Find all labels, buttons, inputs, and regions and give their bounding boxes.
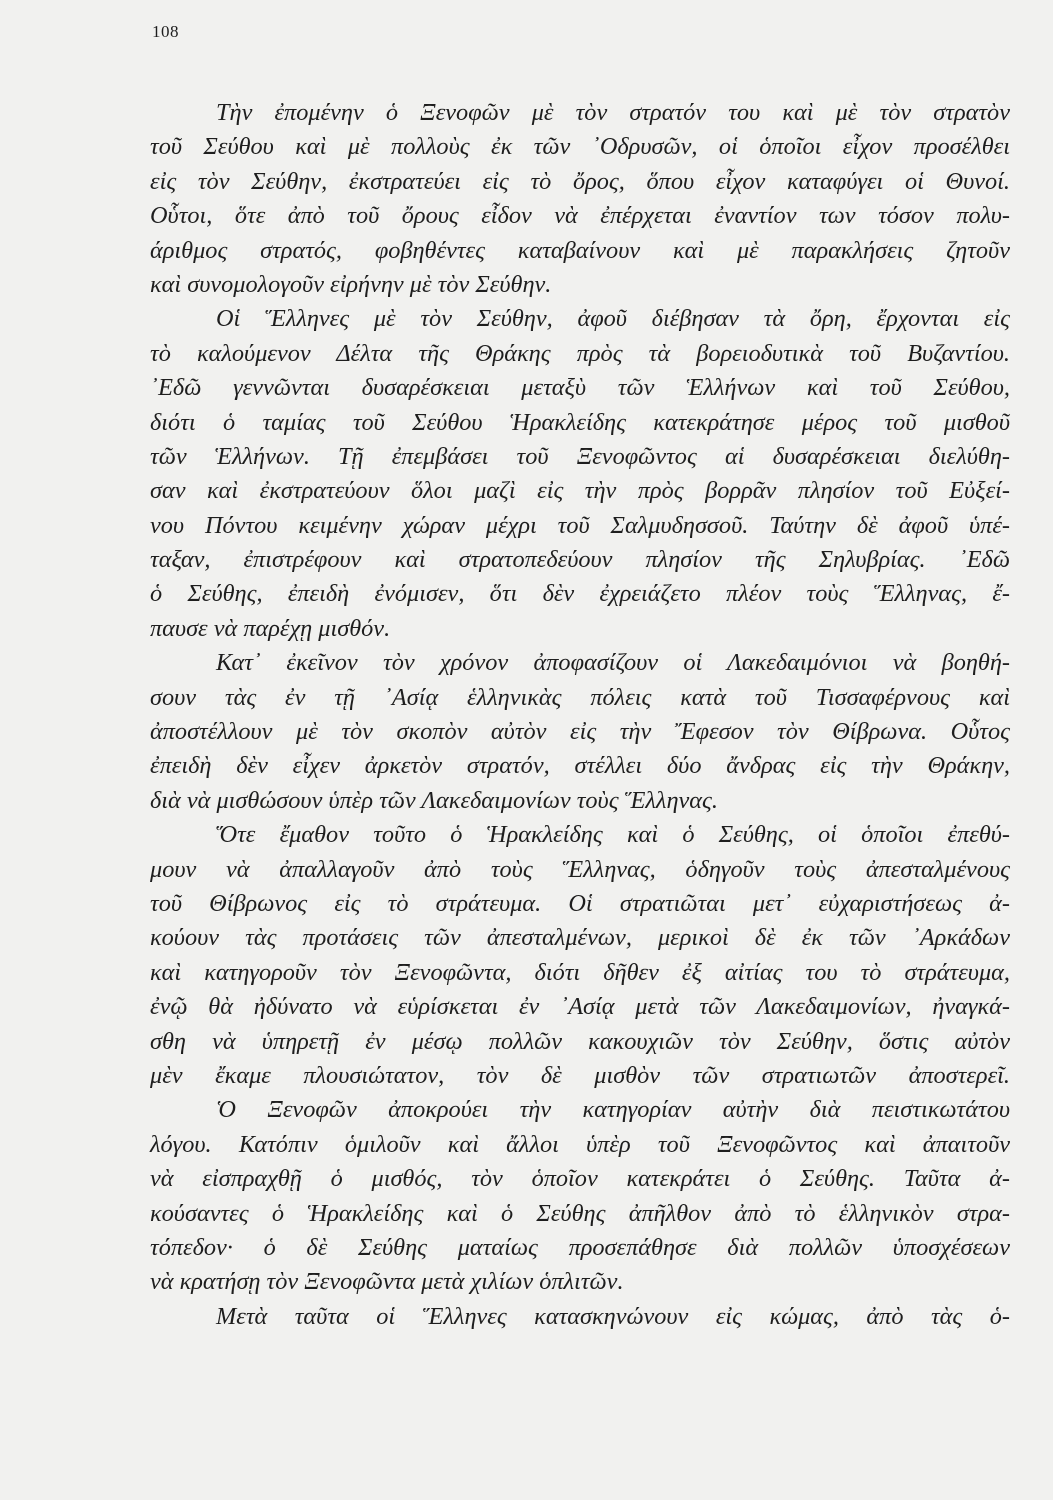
text-line: Ὅτε ἔμαθον τοῦτο ὁ Ἡρακλείδης καὶ ὁ Σεύθης, οἱ ὁποῖοι ἐπεθύ- [216,821,1010,849]
text-line: ὁ Σεύθης, ἐπειδὴ ἐνόμισεν, ὅτι δὲν ἐχρειάζετο πλέον τοὺς Ἕλληνας, ἔ- [150,580,1010,608]
body-text [150,96,1010,1334]
text-line: τοῦ Θίβρωνος εἰς τὸ στράτευμα. Οἱ στρατιῶται μετ᾿ εὐχαριστήσεως ἀ- [150,889,1010,917]
text-line: σθη νὰ ὑπηρετῇ ἐν μέσῳ πολλῶν κακουχιῶν τὸν Σεύθην, ὅστις αὐτὸν [150,1027,1010,1055]
text-line: ἐνῷ θὰ ἠδύνατο νὰ εὑρίσκεται ἐν ᾿Ασίᾳ μετὰ τῶν Λακεδαιμονίων, ἠναγκά- [150,993,1010,1021]
text-line: ταξαν, ἐπιστρέφουν καὶ στρατοπεδεύουν πλησίον τῆς Σηλυβρίας. ᾿Εδῶ [150,546,1010,574]
text-line: τὸ καλούμενον Δέλτα τῆς Θράκης πρὸς τὰ βορειοδυτικὰ τοῦ Βυζαντίου. [150,339,1010,367]
text-line: Τὴν ἐπομένην ὁ Ξενοφῶν μὲ τὸν στρατόν του καὶ μὲ τὸν στρατὸν [216,99,1010,126]
text-line: Οὗτοι, ὅτε ἀπὸ τοῦ ὄρους εἶδον νὰ ἐπέρχεται ἐναντίον των τόσον πολυ- [150,202,1010,230]
text-line: μουν νὰ ἀπαλλαγοῦν ἀπὸ τοὺς Ἕλληνας, ὁδηγοῦν τοὺς ἀπεσταλμένους [150,855,1010,883]
text-line: καὶ συνομολογοῦν εἰρήνην μὲ τὸν Σεύθην. [150,270,552,298]
page-number: 108 [152,22,179,41]
text-line: Οἱ Ἕλληνες μὲ τὸν Σεύθην, ἀφοῦ διέβησαν τὰ ὄρη, ἔρχονται εἰς [216,305,1010,333]
text-line: άριθμος στρατός, φοβηθέντες καταβαίνουν καὶ μὲ παρακλήσεις ζητοῦν [150,236,1010,264]
text-line: Κατ᾿ ἐκεῖνον τὸν χρόνον ἀποφασίζουν οἱ Λακεδαιμόνιοι νὰ βοηθή- [216,649,1010,677]
text-line: κούσαντες ὁ Ἡρακλείδης καὶ ὁ Σεύθης ἀπῆλθον ἀπὸ τὸ ἑλληνικὸν στρα- [150,1199,1010,1227]
text-line: νὰ εἰσπραχθῇ ὁ μισθός, τὸν ὁποῖον κατεκράτει ὁ Σεύθης. Ταῦτα ἀ- [150,1165,1010,1193]
text-line: εἰς τὸν Σεύθην, ἐκστρατεύει εἰς τὸ ὄρος, ὅπου εἶχον καταφύγει οἱ Θυνοί. [150,167,1010,195]
text-line: λόγου. Κατόπιν ὁμιλοῦν καὶ ἄλλοι ὑπὲρ τοῦ Ξενοφῶντος καὶ ἀπαιτοῦν [150,1130,1010,1158]
text-line: σαν καὶ ἐκστρατεύουν ὅλοι μαζὶ εἰς τὴν πρὸς βορρᾶν πλησίον τοῦ Εὐξεί- [150,477,1010,505]
text-line: Ὁ Ξενοφῶν ἀποκρούει τὴν κατηγορίαν αὐτὴν διὰ πειστικωτάτου [216,1096,1010,1124]
text-line: ἐπειδὴ δὲν εἶχεν ἀρκετὸν στρατόν, στέλλει δύο ἄνδρας εἰς τὴν Θράκην, [150,752,1010,780]
text-line: νου Πόντου κειμένην χώραν μέχρι τοῦ Σαλμυδησσοῦ. Ταύτην δὲ ἀφοῦ ὑπέ- [150,511,1010,539]
text-line: τῶν Ἑλλήνων. Τῇ ἐπεμβάσει τοῦ Ξενοφῶντος αἱ δυσαρέσκειαι διελύθη- [150,442,1010,470]
text-line: σουν τὰς ἐν τῇ ᾿Ασίᾳ ἑλληνικὰς πόλεις κατὰ τοῦ Τισσαφέρνους καὶ [150,683,1010,711]
text-line: διότι ὁ ταμίας τοῦ Σεύθου Ἡρακλείδης κατεκράτησε μέρος τοῦ μισθοῦ [150,408,1010,436]
text-line: κούουν τὰς προτάσεις τῶν ἀπεσταλμένων, μερικοὶ δὲ ἐκ τῶν ᾿Αρκάδων [150,924,1010,952]
text-line: νὰ κρατήσῃ τὸν Ξενοφῶντα μετὰ χιλίων ὁπλιτῶν. [150,1268,624,1296]
text-line: καὶ κατηγοροῦν τὸν Ξενοφῶντα, διότι δῆθεν ἐξ αἰτίας του τὸ στράτευμα, [150,958,1010,986]
text-line: Μετὰ ταῦτα οἱ Ἕλληνες κατασκηνώνουν εἰς κώμας, ἀπὸ τὰς ὁ- [216,1302,1010,1330]
text-line: μὲν ἔκαμε πλουσιώτατον, τὸν δὲ μισθὸν τῶν στρατιωτῶν ἀποστερεῖ. [150,1061,1010,1089]
text-line: παυσε νὰ παρέχῃ μισθόν. [150,614,391,642]
text-line: ἀποστέλλουν μὲ τὸν σκοπὸν αὐτὸν εἰς τὴν Ἔφεσον τὸν Θίβρωνα. Οὗτος [150,718,1010,746]
text-line: τοῦ Σεύθου καὶ μὲ πολλοὺς ἐκ τῶν ᾿Οδρυσῶν, οἱ ὁποῖοι εἶχον προσέλθει [150,133,1010,161]
text-line: διὰ νὰ μισθώσουν ὑπὲρ τῶν Λακεδαιμονίων τοὺς Ἕλληνας. [150,786,718,814]
text-line: ᾿Εδῶ γεννῶνται δυσαρέσκειαι μεταξὺ τῶν Ἑλλήνων καὶ τοῦ Σεύθου, [150,374,1010,402]
text-line: τόπεδον· ὁ δὲ Σεύθης ματαίως προσεπάθησε διὰ πολλῶν ὑποσχέσεων [150,1233,1010,1261]
